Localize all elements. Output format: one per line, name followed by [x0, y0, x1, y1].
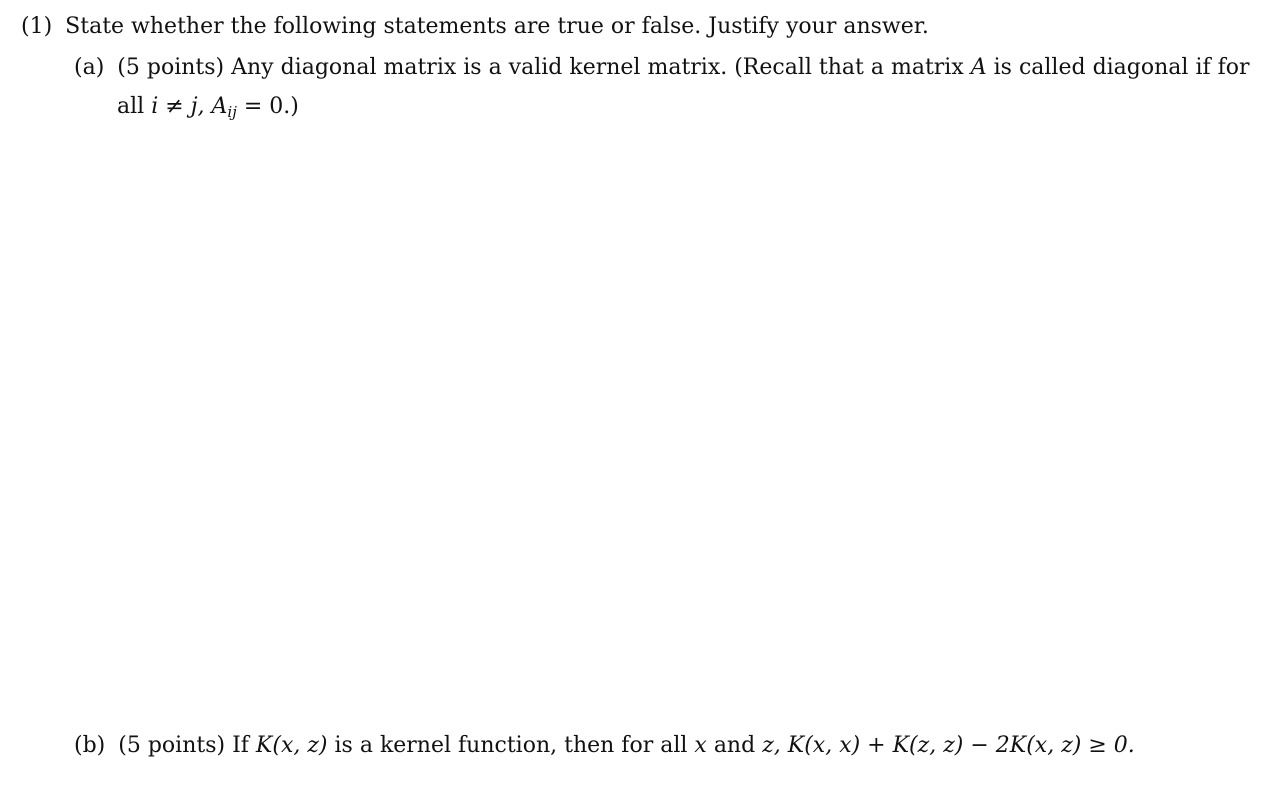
part-a-neq: ≠ — [165, 94, 184, 119]
part-b-kernel-expr: K(x, z) — [255, 733, 328, 758]
part-b-label: (b) — [74, 733, 106, 758]
part-a-A: A — [211, 94, 228, 119]
part-b-points: (5 points) — [118, 733, 226, 758]
part-a-points: (5 points) — [117, 55, 225, 80]
part-a-statement-end: is called diagonal if for — [993, 55, 1250, 80]
part-b-if: If — [232, 733, 249, 758]
part-b-line — [74, 732, 1135, 760]
question-number: (1) — [21, 14, 53, 39]
part-b-var-x: x — [694, 733, 707, 758]
part-b-and: and — [713, 733, 756, 758]
part-a-A-ij — [212, 94, 237, 119]
part-a-i: i — [151, 94, 159, 119]
part-a-var-A: A — [970, 55, 987, 80]
part-a-line-1 — [74, 54, 1250, 82]
part-b-statement: is a kernel function, then for all — [334, 733, 688, 758]
question-text: State whether the following statements are true or false. Justify your answer. — [65, 14, 929, 39]
part-b-inequality: K(x, x) + K(z, z) − 2K(x, z) ≥ 0. — [787, 733, 1135, 758]
part-a-subscript-ij: ij — [227, 103, 237, 121]
part-a-label: (a) — [74, 55, 105, 80]
part-b-var-z: z, — [762, 733, 781, 758]
part-a-j: j, — [190, 94, 205, 119]
part-a-equals-zero: = 0.) — [243, 94, 299, 119]
part-a-line-2 — [117, 93, 299, 126]
question-1-heading — [21, 13, 929, 41]
part-a-all: all — [117, 94, 145, 119]
part-a-statement: Any diagonal matrix is a valid kernel matrix. (Recall that a matrix — [231, 55, 964, 80]
